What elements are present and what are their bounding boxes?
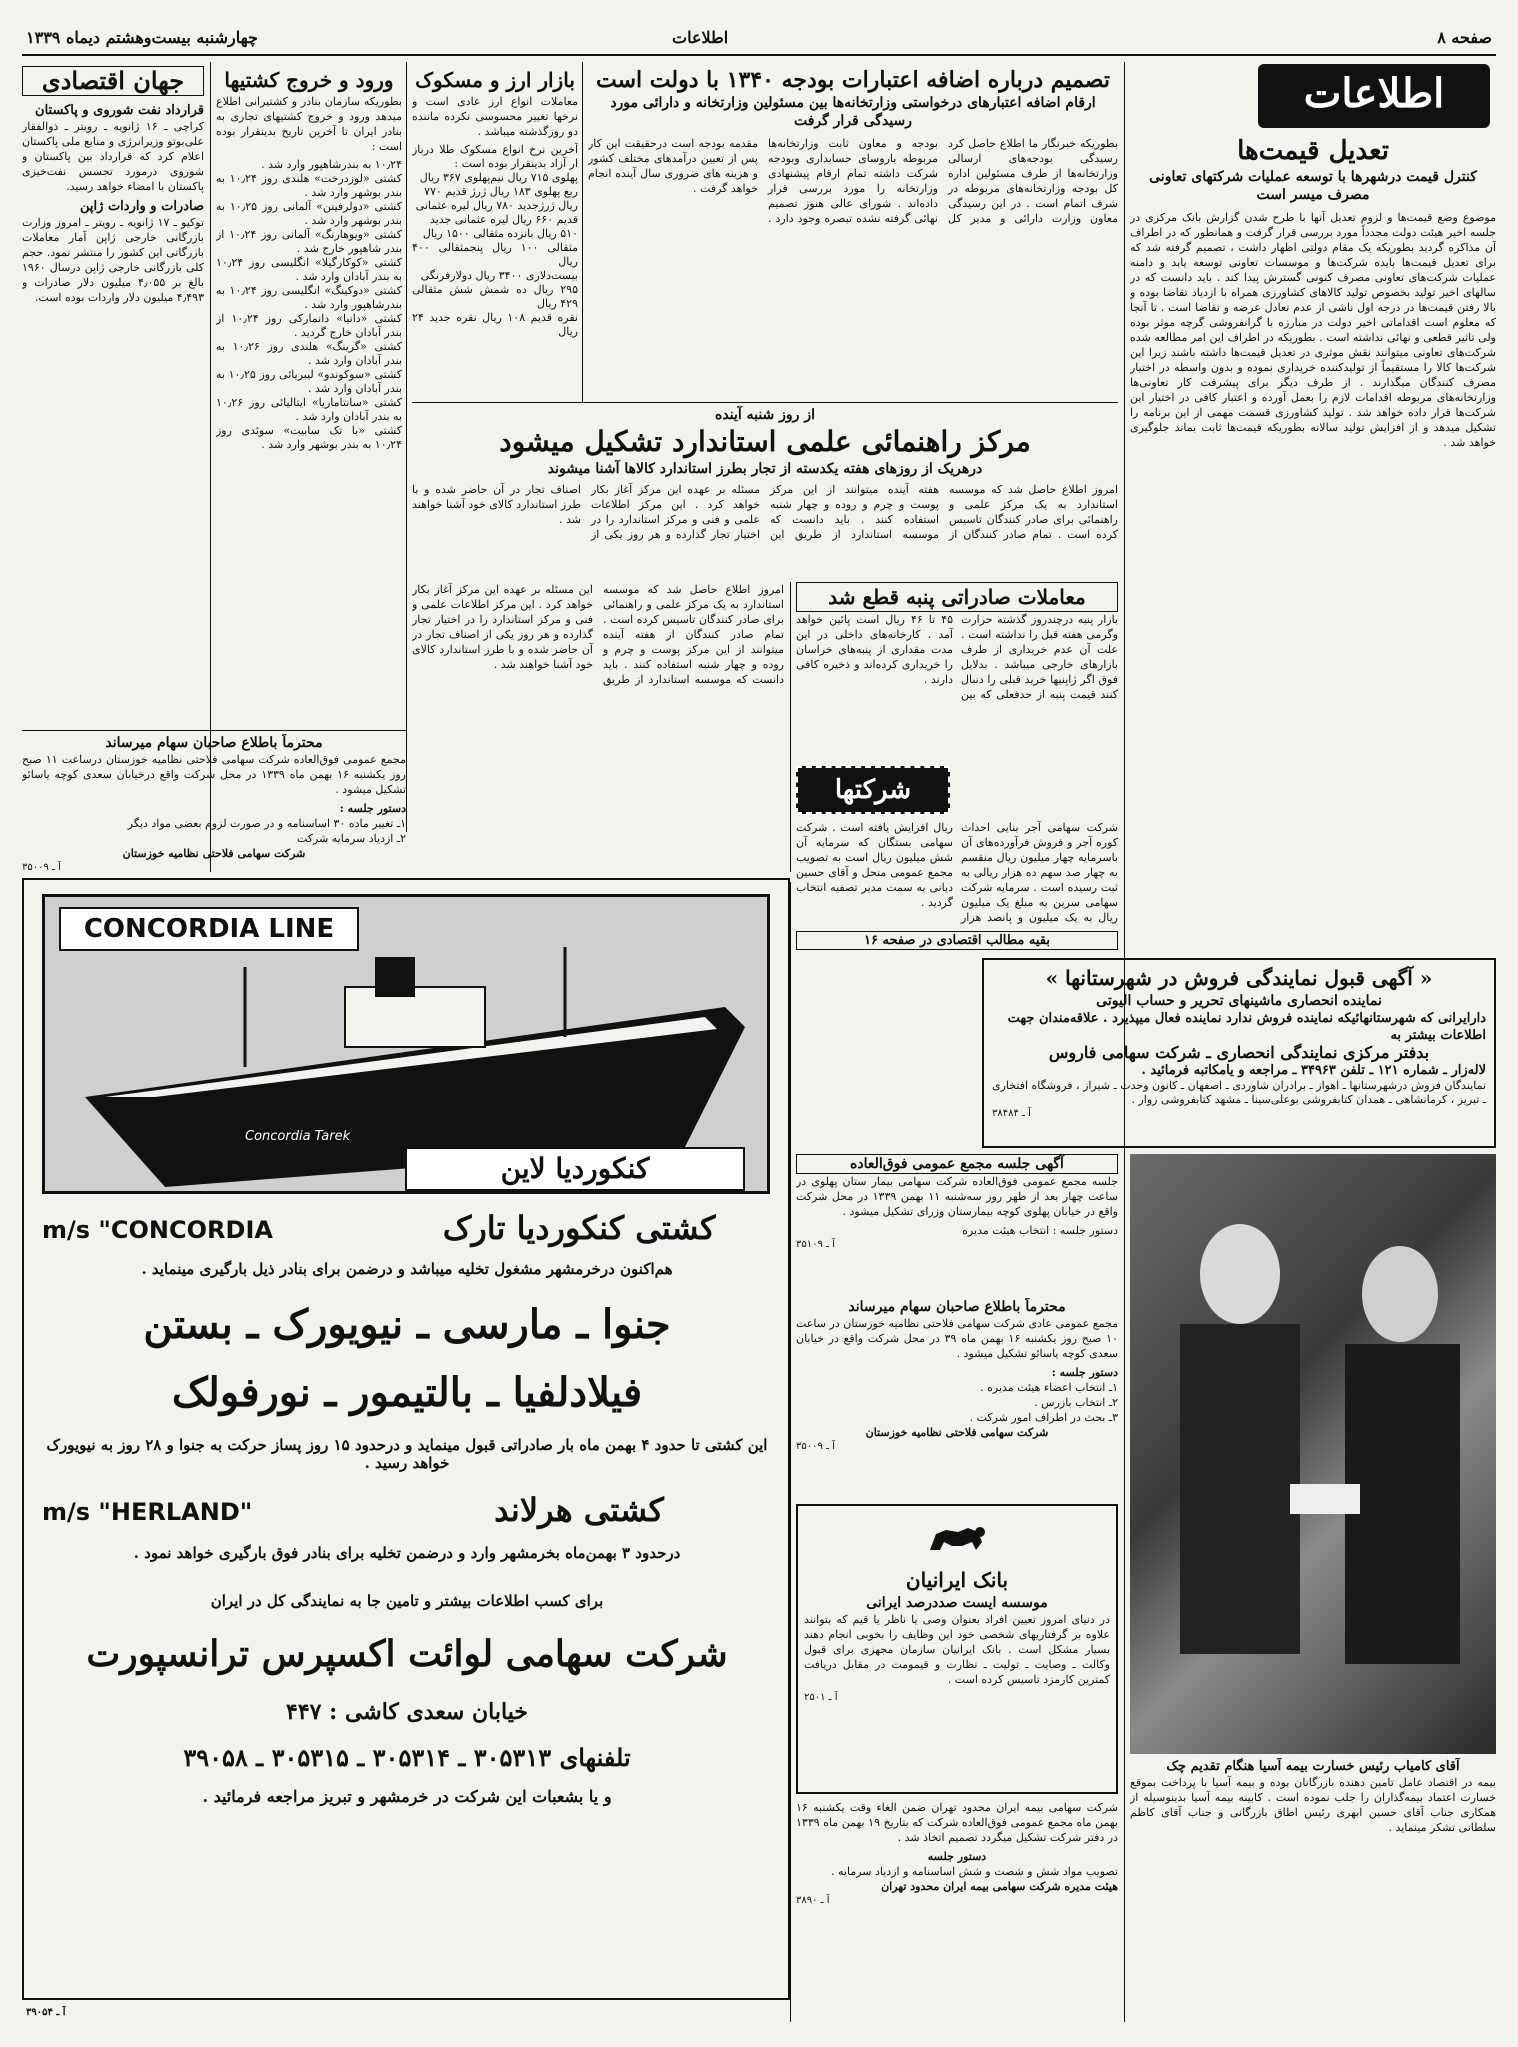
article-headline: معاملات صادراتی پنبه قطع شد (796, 582, 1118, 612)
article-subheadline: کنترل قیمت درشهرها با توسعه عملیات شرکتهای تعاونی مصرف میسر است (1149, 169, 1477, 203)
article-headline: تصمیم درباره اضافه اعتبارات بودجه ۱۳۴۰ با دولت است (595, 67, 1110, 93)
column-rule (582, 62, 583, 402)
caption-title: آقای کامیاب رئیس خسارت بیمه آسیا هنگام تقدیم چک (1166, 1759, 1460, 1774)
ad-brand-en: CONCORDIA LINE (59, 907, 359, 951)
notice-item: ۲ـ ازدیاد سرمایه شرکت (296, 832, 406, 845)
article-standard-continued (412, 582, 784, 832)
ad-line: هم‌اکنون درخرمشهر مشغول تخلیه میباشد و درضمن برای بنادر ذیل بارگیری مینماید . (141, 1260, 673, 1278)
list-item: ۱۰٫۲۴ به بندرشاهپور وارد شد . (261, 158, 402, 171)
column-rule (790, 582, 791, 872)
section-title-companies: شرکتها (796, 766, 950, 814)
article-body: کراچی ـ ۱۶ ژانویه ـ رویتر ـ ذوالفقار علی‌بوتو وزیرانرژی و منابع ملی پاکستان اعلام کرد که قرارداد بین پاکستان و شوروی درمورد تجسس نفت‌خیزی پاکستان با امضاء خواهد رسید. (22, 120, 204, 193)
list-item: مثقالی ۱۰۰ ریال پنجمثقالی ۴۰۰ ریال (412, 241, 578, 268)
list-item: آخرین نرخ انواع مسکوک طلا درباز ار آزاد بدینقرار بوده است : (412, 143, 578, 170)
bank-name: بانک ایرانیان (905, 1568, 1009, 1592)
ad-branches: و یا بشعبات این شرکت در خرمشهر و تبریز مراجعه فرمائید . (202, 1788, 612, 1806)
column-rule (406, 62, 407, 832)
notice-code: آ ـ ۳۸۹۰ (796, 1895, 830, 1906)
header-paper: اطلاعات (672, 28, 729, 47)
article-body: امروز اطلاع حاصل شد که موسسه استاندارد به یک مرکز علمی و راهنمائی برای صادر کنندگان تاسیس کرده است . تمام صادر کنندگان از هفته آینده میتوانند از این مرکز پوست و چرم و روده و چهار شنبه استفاده کنند . باید دانست که موسسه استاندارد از طریق این مسئله بر عهده این مرکز آغاز بکار خواهد کرد . این مرکز اطلاعات علمی و فنی و مرکز استاندارد را در اختیار تجار گذارده و هر روز یکی از اصناف تجار در آن حاضر شده و با طرز استاندارد کالای خود آشنا خواهند شد . (412, 483, 1118, 541)
notice-item: ۱ـ انتخاب اعضاء هیئت مدیره . (980, 1381, 1118, 1394)
notice-body: شرکت سهامی بیمه ایران محدود تهران ضمن الغاء وقت یکشنبه ۱۶ بهمن ماه مجمع عمومی فوق‌العاده شرکت که بتاریخ ۱۹ بهمن ماه ۱۳۳۹ در دفتر شرکت تشکیل میگردد تصمیم اتخاذ شد . (796, 1801, 1118, 1844)
list-item: کشتی «ویوهارنگ» آلمانی روز ۱۰٫۲۴ از بندر شاهپور خارج شد . (216, 228, 402, 255)
ad-line: نمایندگان فروش درشهرستانها ـ اهواز ـ برادران شاوردی ـ اصفهان ـ کانون وحدت ـ شیراز ، فروشگاه افتخاری ـ تبریز ، کرمانشاهی ـ همدان کتابفروشی بوعلی‌سینا ـ مشهد کتابفروشی زوار . (992, 1079, 1486, 1106)
list-item: پهلوی ۷۱۵ ریال نیم‌پهلوی ۳۶۷ ریال (419, 171, 578, 184)
column-title: جهان اقتصادی (22, 66, 204, 96)
list-item: ۵۱۰ ریال بانزده مثقالی ۱۵۰۰ ریال (422, 227, 578, 240)
notice-insurance (796, 1800, 1118, 2022)
notice-code: آ ـ ۳۵۰۰۹ (796, 1441, 835, 1452)
ad-concordia-line (22, 878, 790, 2000)
notice-body: مجمع عمومی عادی شرکت سهامی فلاحتی نظامیه خوزستان در ساعت ۱۰ صبح روز یکشنبه ۱۶ بهمن ماه ۳۹ در محل شرکت واقع در خیابان سعدی کوچه یاسائو تشکیل میشود . (796, 1317, 1118, 1360)
masthead-logo: اطلاعات (1258, 64, 1490, 128)
bank-title: موسسه ایست صددرصد ایرانی (866, 1595, 1048, 1611)
article-budget (588, 66, 1118, 396)
notice-item: ۲ـ انتخاب بازرس . (1034, 1396, 1118, 1409)
notice-item: ۱ـ تغییر ماده ۳۰ اساسنامه و در صورت لزوم بعضی مواد دیگر (127, 817, 406, 830)
column-title: ورود و خروج کشتیها (224, 68, 394, 92)
ad-code: آ ـ ۳۹۰۵۴ (26, 2007, 66, 2018)
header-page-number: صفحه ۸ (1437, 28, 1492, 47)
article-subheadline: ارقام اضافه اعتبارهای درخواستی وزارتخانه‌ها بین مسئولین وزارتخانه و دارائی مورد رسیدگی قرار گرفت (610, 95, 1096, 129)
ad-address: خیابان سعدی کاشی : ۴۴۷ (286, 1699, 528, 1725)
article-body: بطوریکه سازمان بنادر و کشتیرانی اطلاع میدهد ورود و خروج کشتیهای تجاری به بنادر ایران تا آخرین تاریخ بدینقرار بوده است : (216, 95, 402, 153)
photo-figures-icon (1130, 1154, 1496, 1754)
notice-item: تصویب مواد شش و شصت و شش اساسنامه و ازدیاد سرمایه . (831, 1865, 1118, 1878)
list-item: کشتی «کوکارگیلا» انگلیسی روز ۱۰٫۲۴ به بندر آبادان وارد شد . (216, 256, 402, 283)
list-item: کشتی «با تک سابیت» سوئدی روز ۱۰٫۲۴ به بندر بوشهر وارد شد . (216, 424, 402, 451)
ship1-name-fa: کشتی کنکوردیا تارک (442, 1209, 716, 1247)
article-body: شرکت سهامی آجر بنایی احداث کوره آجر و فروش فرآورده‌های آن باسرمایه چهار میلیون ریال منقسم به چهار صد سهم ده هزار ریالی به ثبت رسیده است . سرمایه شرکت سهامی سرین به مبلغ یک میلیون ریال به یک میلیون و پانصد هزار ریال افزایش یافته است . شرکت سهامی بستگان که سرمایه آن شش میلیون ریال است به تصویب مجمع عمومی منحل و آقای حسین دیانی به سمت مدیر تصفیه انتخاب گردید . (796, 821, 1118, 924)
notice-signature: شرکت سهامی فلاحتی نظامیه خوزستان (865, 1426, 1049, 1439)
list-item: کشتی «گرینگ» هلندی روز ۱۰٫۲۶ به بندر آبادان وارد شد . (216, 340, 402, 367)
list-item: کشتی «لوزدرخت» هلندی روز ۱۰٫۲۴ به بندر بوشهر وارد شد . (216, 172, 402, 199)
ship-name-label: Concordia Tarek (245, 1129, 351, 1144)
bank-body: در دنیای امروز تعیین افراد بعنوان وصی یا ناظر یا قیم که بتوانند علاوه بر گرفتاریهای شخصی خود این وظایف را بخوبی انجام دهند بسیار مشکل است . بانک ایرانیان سازمان مجهزی برای قبول وکالت ـ وصایت ـ تولیت ـ نظارت و قیمومت در مقابل دریافت کمترین کارمزد تاسیس کرده است . (804, 1613, 1110, 1686)
continued-note: بقیه مطالب اقتصادی در صفحه ۱۶ (796, 931, 1118, 950)
column-currency (412, 66, 578, 396)
lion-logo-icon (922, 1512, 992, 1562)
notice-code: آ ـ ۳۵۱۰۹ (796, 1239, 835, 1250)
article-standard (412, 406, 1118, 578)
ad-ports-line-1: جنوا ـ مارسی ـ نیویورک ـ بستن (143, 1301, 671, 1348)
article-kicker: از روز شنبه آینده (715, 407, 815, 423)
ad-code: آ ـ ۳۸۴۸۴ (992, 1108, 1031, 1119)
list-item: بیست‌دلاری ۳۴۰۰ ریال دولارفرنگی (420, 269, 578, 282)
article-subheadline: درهریک از روزهای هفته یکدسته از تجار بطرز استاندارد کالاها آشنا میشوند (547, 461, 983, 477)
notice-agenda: دستور جلسه : (1051, 1366, 1118, 1379)
list-item: نقره قدیم ۱۰۸ ریال نقره جدید ۲۴ ریال (412, 311, 578, 338)
header-date: چهارشنبه بیست‌وهشتم دیماه ۱۳۳۹ (26, 28, 258, 47)
section-rule (412, 402, 1118, 403)
ad-ship-illustration (42, 894, 770, 1194)
notice-item: ۳ـ بحث در اطراف امور شرکت . (969, 1411, 1118, 1424)
notice-shareholders-1 (22, 734, 406, 874)
ad-line: درحدود ۳ بهمن‌ماه بخرمشهر وارد و درضمن تخلیه برای بنادر فوق بارگیری خواهد نمود . (133, 1544, 681, 1562)
notice-agenda: دستور جلسه : (339, 802, 406, 815)
list-item: کشتی «دانیا» دانمارکی روز ۱۰٫۲۴ از بندر آبادان خارج گردید . (216, 312, 402, 339)
ad-ports-line-2: فیلادلفیا ـ بالتیمور ـ نورفولک (171, 1369, 643, 1416)
ad-info: برای کسب اطلاعات بیشتر و تامین جا به نمایندگی کل در ایران (210, 1592, 604, 1610)
notice-title: آگهی جلسه مجمع عمومی فوق‌العاده (796, 1154, 1118, 1174)
ad-line: بدفتر مرکزی نمایندگی انحصاری ـ شرکت سهامی فاروس (1048, 1043, 1430, 1062)
article-subheading: صادرات و واردات ژاپن (80, 199, 204, 214)
column-world-economy (22, 66, 204, 726)
list-item: کشتی «دوکینگ» انگلیسی روز ۱۰٫۲۴ به بندرشاهپور وارد شد . (216, 284, 402, 311)
list-item: کشتی «سانتاماریا» ایتالیائی روز ۱۰٫۲۶ به بندر آبادان وارد شد . (216, 396, 402, 423)
column-rule (790, 882, 791, 2022)
notice-agenda: دستور جلسه (927, 1850, 987, 1863)
ad-line: این کشتی تا حدود ۴ بهمن ماه بار صادراتی قبول مینماید و درحدود ۱۵ روز پساز حرکت به جنوا و ۲۸ روز به نیویورک خواهد رسید . (46, 1436, 768, 1472)
list-item: کشتی «سوکوندو» لیبریائی روز ۱۰٫۲۵ به بندر آبادان وارد شد . (216, 368, 402, 395)
notice-signature: شرکت سهامی فلاحتی نظامیه خوزستان (122, 847, 306, 860)
news-photo (1130, 1154, 1496, 1754)
ship1-name-en: m/s "CONCORDIA (42, 1216, 273, 1244)
ad-line: نماینده انحصاری ماشینهای تحریر و حساب الیوتی (1096, 993, 1382, 1009)
article-cotton (796, 582, 1118, 762)
ad-phones: تلفنهای ۳۰۵۳۱۳ ـ ۳۰۵۳۱۴ ـ ۳۰۵۳۱۵ ـ ۳۹۰۵۸ (183, 1743, 631, 1772)
article-prices (1130, 134, 1496, 954)
section-rule (22, 730, 406, 731)
ad-bank (796, 1504, 1118, 1794)
ship2-name-fa: کشتی هرلاند (494, 1491, 664, 1529)
notice-title: محترماً باطلاع صاحبان سهام میرساند (848, 1299, 1066, 1315)
list-item: قدیم ۶۶۰ ریال لیره عثمانی جدید (429, 213, 578, 226)
notice-body: جلسه مجمع عمومی فوق‌العاده شرکت سهامی بیمار ستان پهلوی در ساعت چهار بعد از ظهر روز سه‌شنبه ۱۱ بهمن ۱۳۳۹ در محل شرکت واقع در خیابان پهلوی کوچه بیمارستان وزرای تشکیل میشود . (796, 1175, 1118, 1218)
article-body: بازار پنبه درچندروز گذشته حرارت وگرمی هفته قبل را نداشته است . علت آن عدم خریداری از طرف بازارهای خارجی میباشد . بدلایل فوق اگر ژاپنیها خرید قبلی را دنبال کنند قیمت پنبه از حدفعلی که بین ۴۵ تا ۴۶ ریال است پائین خواهد آمد . کارخانه‌های داخلی در این مدت مقداری از پنبه‌های خراسان را خریداری کرده‌اند و ذخیره کافی دارند . (796, 613, 1118, 701)
list-item: ریال ژرژجدید ۷۸۰ ریال لیره عثمانی (415, 199, 578, 212)
notice-title: محترماً باطلاع صاحبان سهام میرساند (105, 735, 323, 751)
ad-title: « آگهی قبول نمایندگی فروش در شهرستانها » (1045, 966, 1433, 990)
article-body: معاملات انواع ارز عادی است و نرخها تغییر محسوسی نکرده ماننده دو روزگذشته میباشد . (412, 95, 578, 138)
photo-caption (1130, 1758, 1496, 2022)
ship2-name-en: m/s "HERLAND" (42, 1498, 253, 1526)
article-headline: مرکز راهنمائی علمی استاندارد تشکیل میشود (499, 425, 1031, 458)
article-body: موضوع وضع قیمت‌ها و لزوم تعدیل آنها با طرح شدن گزارش بانک مرکزی در جلسه اخیر هیئت دولت مجدداً مورد بررسی قرار گرفت و همانطور که در اطراف آن مذاکره گردید بطوریکه یک مقام دولتی اظهار داشت ، تصمیم گرفته شد که برای تعدیل قیمت‌ها بایده شرکت‌ها و موسسات تعاونی توسعه یابد و دامنه عملیات شرکت‌های تعاونی مصرف کنونی گسترش پیدا کند . باید دانست که در سالهای اخیر تولید بخصوص تولید کالا‌های کشاورزی همراه با ازدیاد تقاضا بوده و بالا رفتن قیمت‌ها در درجه اول ناشی از عدم تعادل عرضه و تقاضا است . تا آنجا که معلوم است اقداماتی اخیر دولت در مبارزه با گرانفروشی گرچه موثر بوده ولی تاثیر قطعی و نهائی نداشته است . بطوریکه در اطراف این امر مطالعه شده شرکت‌های تعاونی میتوانند نقش موثری در تعدیل قیمت‌ها داشته باشند زیرا این شرکت‌ها کالا را مستقیماً از تولیدکننده خریداری نموده و بدون واسطه در اختیار مصرف کنندگان میگذارند . از طرف دیگر برای پیشرفت کار تعاونی‌ها وزارتخانه‌های مربوطه اقدامات لازم را بعمل آورده و اعتبار کافی در اختیار این شرکت‌ها قرار داده خواهد شد . تولید کشاورزی قسمت مهمی از این برنامه را تشکیل میدهد و از افزایش تولید سالانه بطوریکه قیمت‌ها ثابت بماند جلوگیری خواهد شد . (1130, 211, 1496, 449)
notice-signature: هیئت مدیره شرکت سهامی بیمه ایران محدود تهران (881, 1880, 1118, 1893)
column-ships (216, 66, 402, 836)
caption-body: بیمه در اقتصاد عامل تامین دهنده بازرگانان بوده و بیمه آسیا با پرداخت بموقع خسارت اعتماد بیمه‌گذاران را جلب نموده است . کابینه بیمه آسیا بدینوسیله از همکاری جناب آقای حسین ابهری رئیس اطاق بازرگانی و جناب آقای کاظم سلطانی تشکر مینماید . (1130, 1776, 1496, 1834)
article-body: امروز اطلاع حاصل شد که موسسه استاندارد به یک مرکز علمی و راهنمائی برای صادر کنندگان تاسیس کرده است . تمام صادر کنندگان از هفته آینده میتوانند از این مرکز پوست و چرم و روده و چهار شنبه استفاده کنند . باید دانست که موسسه استاندارد از طریق این مسئله بر عهده این مرکز آغاز بکار خواهد کرد . این مرکز اطلاعات علمی و فنی و مرکز استاندارد را در اختیار تجار گذارده و هر روز یکی از اصناف تجار در آن حاضر شده و با طرز استاندارد کالای خود آشنا خواهند شد . (412, 583, 784, 686)
ad-line: دارایرانی که شهرستانهائیکه نماینده فروش ندارد نماینده فعال میپذیرد . علاقه‌مندان جهت اطلاعات بیشتر به (1007, 1011, 1486, 1043)
list-item: ربع پهلوی ۱۸۳ ریال ژرژ قدیم ۷۷۰ (424, 185, 578, 198)
ad-sales-agency (982, 958, 1496, 1148)
article-subheading: قرارداد نفت شوروی و پاکستان (35, 103, 204, 118)
article-body: توکیو ـ ۱۷ ژانویه ـ رویتر ـ امروز وزارت بازرگانی خارجی ژاپن آمار معاملات بازرگانی این کشور را منتشر نمود. حجم کلی بازرگانی خارجی ژاپن درسال ۱۹۶۰ بالغ بر ۴٫۰۵۵ میلیون دلار صادرات و ۴٫۴۹۳ میلیون دلار واردات بوده است. (22, 216, 204, 304)
article-headline: تعدیل قیمت‌ها (1237, 136, 1389, 166)
column-title: بازار ارز و مسکوک (415, 68, 575, 92)
list-item: ۲۹۵ ریال ده شمش شش مثقالی ۴۲۹ ریال (412, 283, 578, 310)
notice-body: مجمع عمومی فوق‌العاده شرکت سهامی فلاحتی نظامیه خوزستان درساعت ۱۱ صبح روز یکشنبه ۱۶ بهمن ماه ۱۳۳۹ در محل شرکت واقع درخیابان سعدی کوچه یاسائو تشکیل میشود . (22, 753, 406, 796)
list-item: کشتی «دولرفینن» آلمانی روز ۱۰٫۲۵ به بندر بوشهر وارد شد . (216, 200, 402, 227)
notice-code: آ ـ ۳۵۰۰۹ (22, 862, 61, 873)
page-header (22, 22, 1496, 56)
ad-brand-fa: کنکوردیا لاین (405, 1147, 745, 1191)
ad-line: لاله‌زار ـ شماره ۱۲۱ ـ تلفن ۳۴۹۶۳ ـ مراجعه و یامکاتبه فرمائید . (1141, 1063, 1486, 1078)
ad-code: آ ـ ۲۵۰۱ (804, 1692, 838, 1703)
article-body: بطوریکه خبرنگار ما اطلاع حاصل کرد رسیدگی بودجه‌های ارسالی وزارتخانه‌ها از طرف مسئولین اداره کل بودجه وزارتخانه‌های مربوطه در شرف اتمام است . در این رسیدگی معاون وزارت دارائی و مدیر کل بودجه و معاون ثابت وزارتخانه‌ها مربوطه باروسای حسابداری وبودجه شرکت داشته تمام ارقام پیشنهادی وزارتخانه را مورد بررسی قرار داده‌اند . شورای عالی هنوز تصمیم نهائی گرفته نشده تبصره وجود دارد . مقدمه بودجه است درحقیقت این کار پس از تعیین درآمدهای مختلف کشور و هزینه های ضروری سال آینده انجام خواهد گرفت . (588, 137, 1118, 225)
notice-agenda: دستور جلسه : انتخاب هیئت مدیره (962, 1224, 1118, 1237)
notice-meeting (796, 1154, 1118, 1294)
ad-agent-name: شرکت سهامی لوائت اکسپرس ترانسپورت (86, 1633, 728, 1675)
notice-shareholders-2 (796, 1298, 1118, 1498)
